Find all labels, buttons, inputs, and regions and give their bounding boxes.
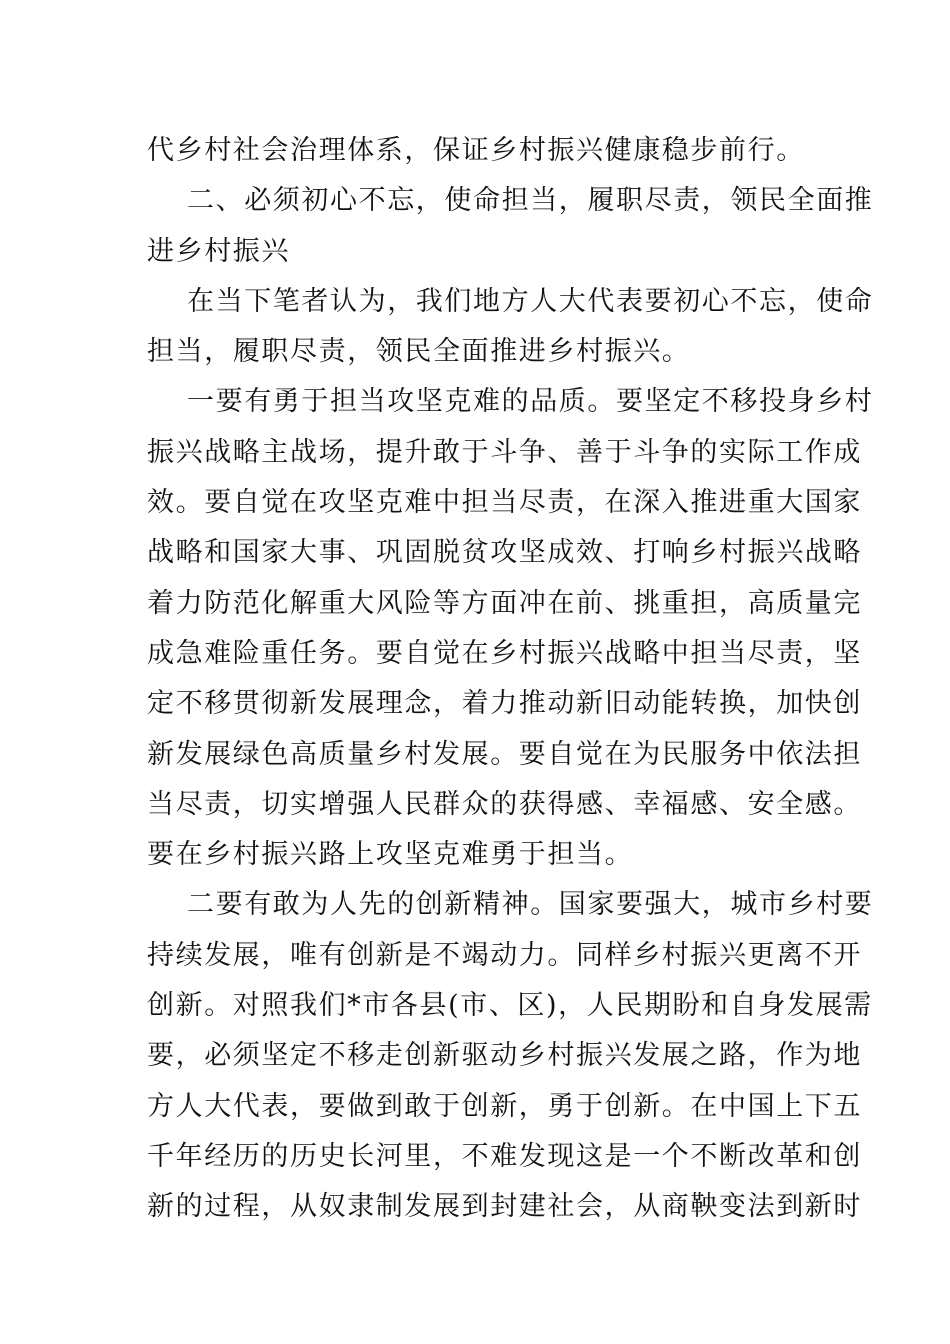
paragraph-line: 方人大代表，要做到敢于创新，勇于创新。在中国上下五 (147, 1090, 862, 1122)
section-heading-line: 进乡村振兴 (147, 235, 290, 267)
text-line: 代乡村社会治理体系，保证乡村振兴健康稳步前行。 (147, 135, 805, 166)
paragraph-line: 振兴战略主战场，提升敢于斗争、善于斗争的实际工作成 (147, 436, 862, 468)
document-body (147, 126, 874, 1233)
paragraph-line: 战略和国家大事、巩固脱贫攻坚成效、打响乡村振兴战略 (147, 537, 862, 569)
paragraph-line: 定不移贯彻新发展理念，着力推动新旧动能转换，加快创 (147, 688, 862, 720)
paragraph-line: 当尽责，切实增强人民群众的获得感、幸福感、安全感。 (147, 788, 862, 820)
paragraph-line: 一要有勇于担当攻坚克难的品质。要坚定不移投身乡村 (187, 386, 874, 418)
paragraph-line: 新发展绿色高质量乡村发展。要自觉在为民服务中依法担 (147, 738, 862, 770)
paragraph-line: 在当下笔者认为，我们地方人大代表要初心不忘，使命 (187, 285, 874, 317)
paragraph-line: 要，必须坚定不移走创新驱动乡村振兴发展之路，作为地 (147, 1040, 862, 1072)
paragraph-line: 效。要自觉在攻坚克难中担当尽责，在深入推进重大国家 (147, 487, 862, 519)
paragraph-line: 千年经历的历史长河里，不难发现这是一个不断改革和创 (147, 1140, 862, 1172)
paragraph-line: 成急难险重任务。要自觉在乡村振兴战略中担当尽责，坚 (147, 637, 862, 669)
paragraph-line: 要在乡村振兴路上攻坚克难勇于担当。 (147, 839, 634, 871)
paragraph-line: 创新。对照我们*市各县(市、区)，人民期盼和自身发展需 (147, 990, 873, 1022)
paragraph-line: 着力防范化解重大风险等方面冲在前、挑重担，高质量完 (147, 587, 862, 619)
paragraph-line: 新的过程，从奴隶制发展到封建社会，从商鞅变法到新时 (147, 1191, 862, 1223)
paragraph-line: 持续发展，唯有创新是不竭动力。同样乡村振兴更离不开 (147, 939, 862, 971)
paragraph-line: 二要有敢为人先的创新精神。国家要强大，城市乡村要 (187, 889, 874, 921)
section-heading-line: 二、必须初心不忘，使命担当，履职尽责，领民全面推 (187, 185, 874, 217)
paragraph-line: 担当，履职尽责，领民全面推进乡村振兴。 (147, 336, 691, 368)
